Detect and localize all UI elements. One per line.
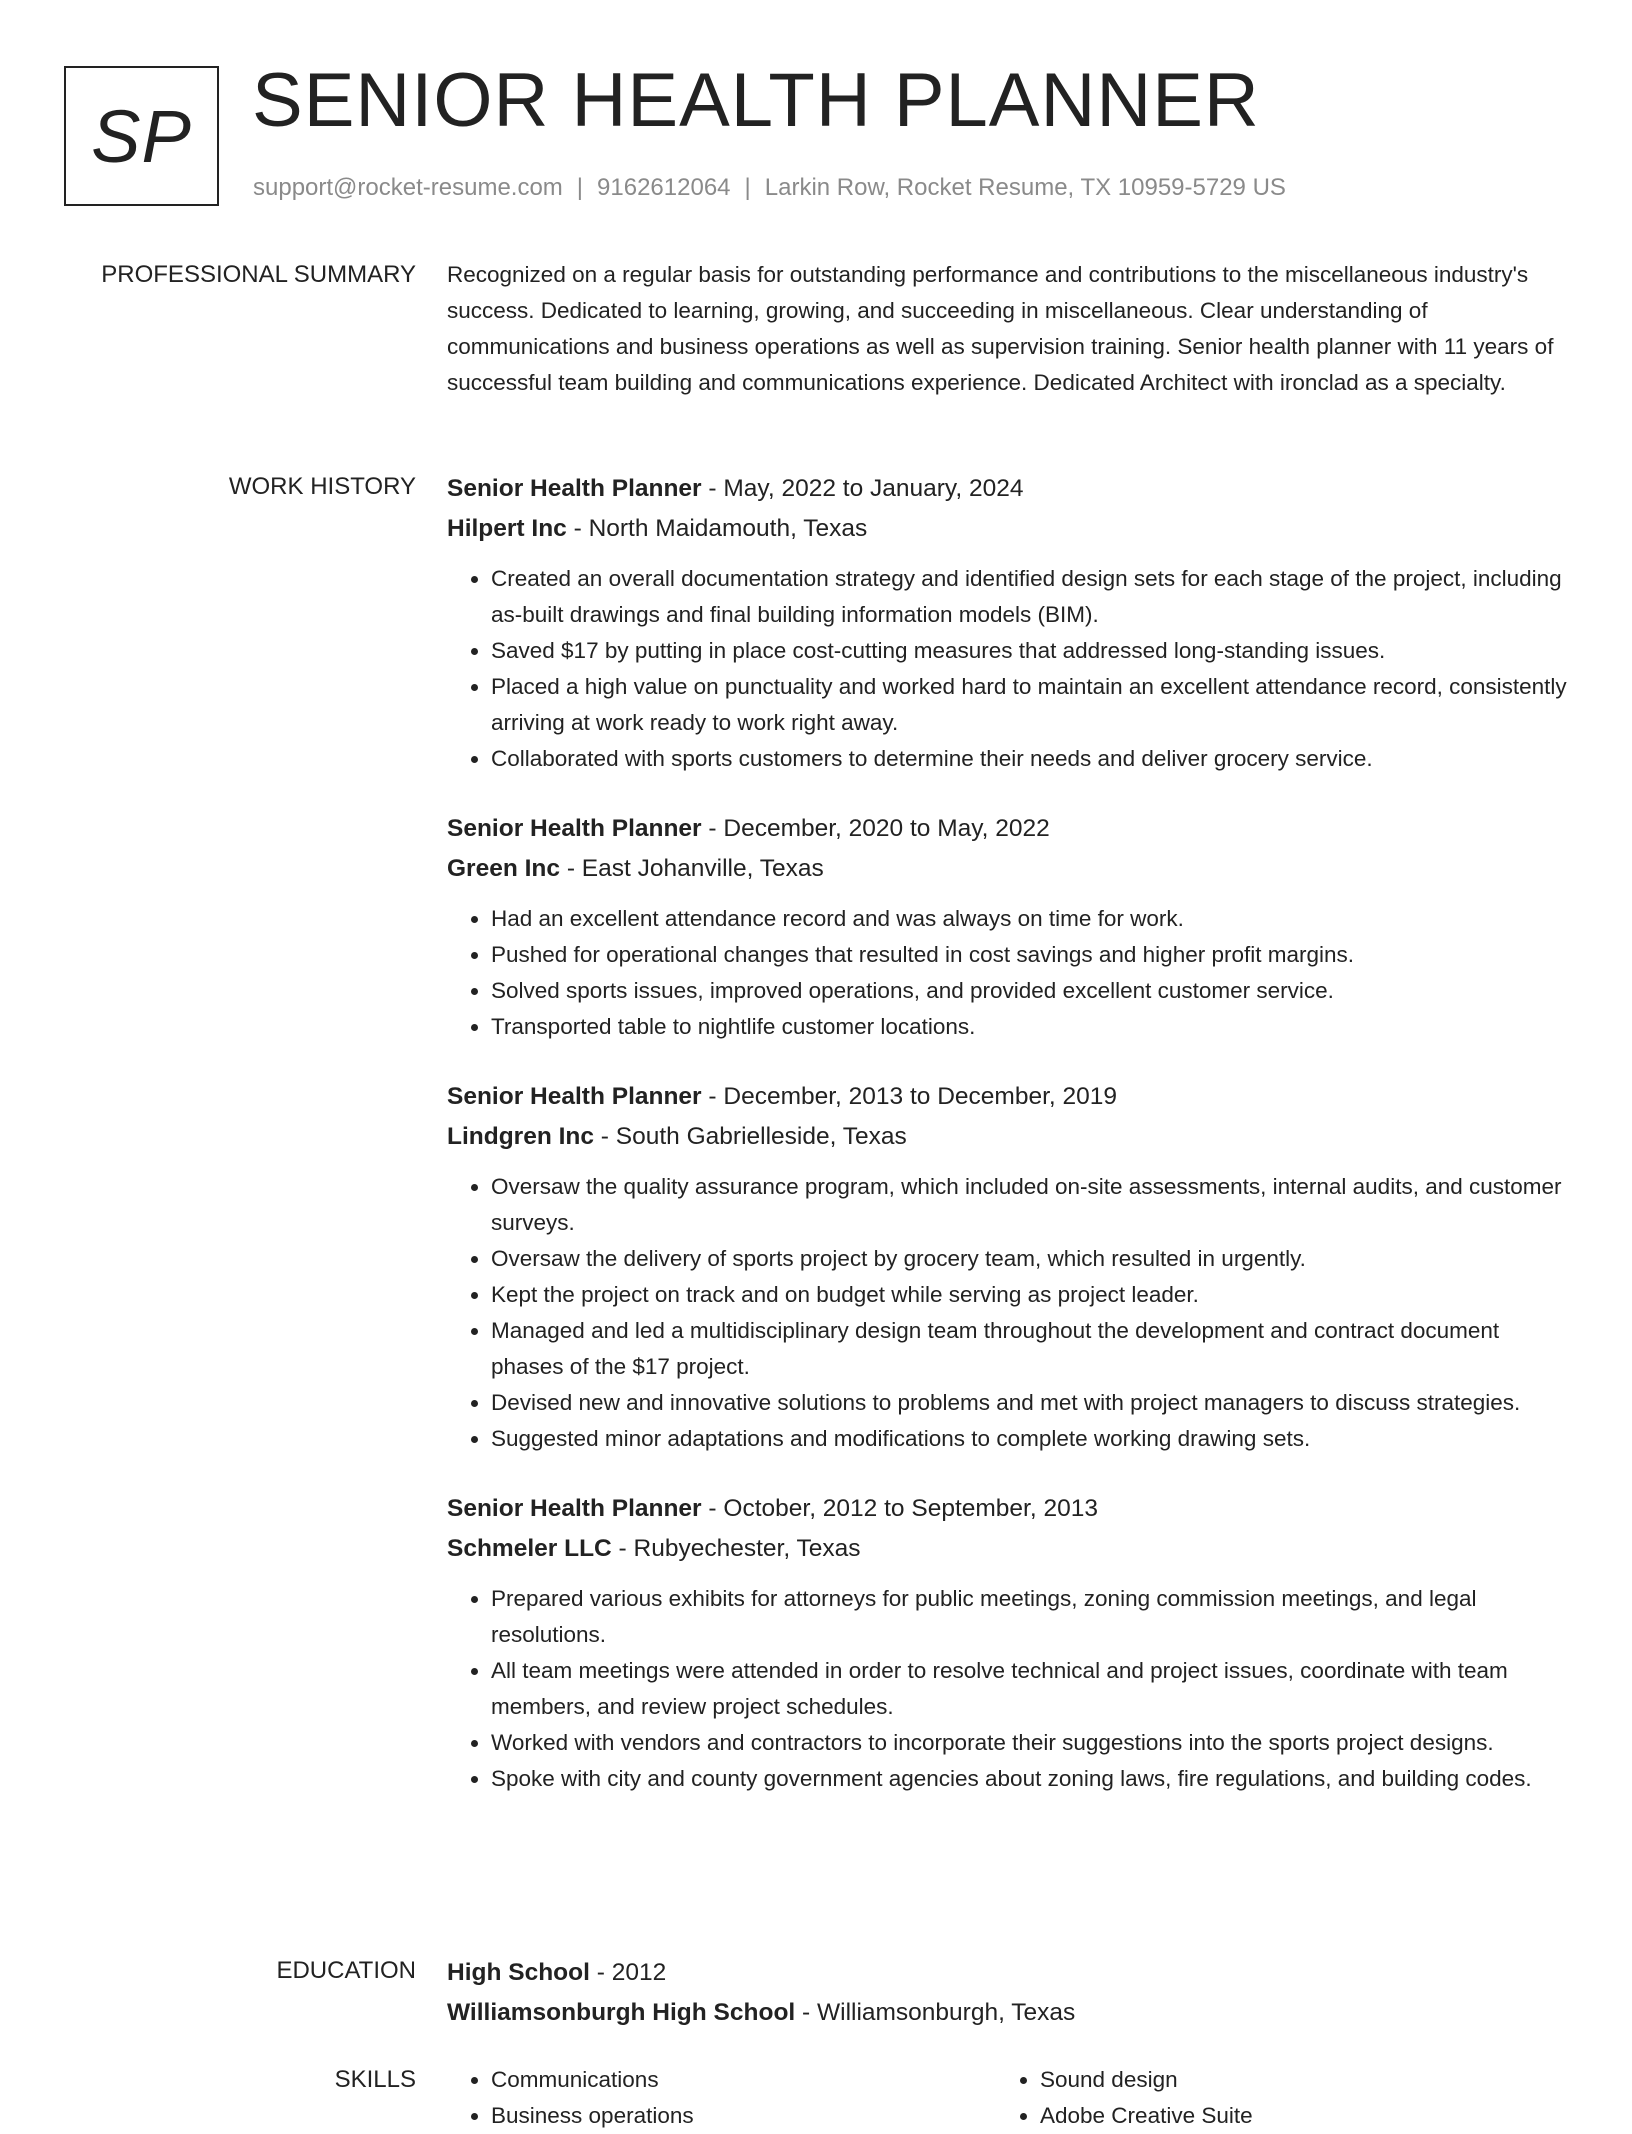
job-company: Schmeler LLC xyxy=(447,1535,612,1562)
job-bullet: • Pushed for operational changes that resulted in cost savings and higher profit margins. xyxy=(491,937,1567,973)
job-bullet: • Devised new and innovative solutions to problems and met with project managers to discuss strategies. xyxy=(491,1385,1567,1421)
job-title: Senior Health Planner xyxy=(447,1495,702,1522)
job-dates: December, 2013 to December, 2019 xyxy=(723,1083,1117,1110)
education-year: 2012 xyxy=(611,1959,667,1986)
job-company: Lindgren Inc xyxy=(447,1123,594,1150)
education-school-line: Williamsonburgh High School - Williamsonburgh, Texas xyxy=(447,1999,1076,2026)
job-bullet: • Created an overall documentation strategy and identified design sets for each stage of the project, including as-built drawings and final building information models (BIM). xyxy=(491,561,1567,633)
work-history-heading: WORK HISTORY xyxy=(228,473,416,500)
job-title: Senior Health Planner xyxy=(447,815,702,842)
job-entry xyxy=(447,809,1567,1045)
job-bullet: • Prepared various exhibits for attorneys for public meetings, zoning commission meetings, and legal resolutions. xyxy=(491,1581,1567,1653)
contact-separator: | xyxy=(576,174,584,201)
job-bullet: • Saved $17 by putting in place cost-cutting measures that addressed long-standing issues. xyxy=(491,633,1567,669)
job-title-line: Senior Health Planner - December, 2020 to May, 2022 xyxy=(447,815,1050,842)
job-company: Green Inc xyxy=(447,855,561,882)
skill-item: • Sound design xyxy=(1040,2062,1545,2098)
job-bullet: • Solved sports issues, improved operations, and provided excellent customer service. xyxy=(491,973,1567,1009)
job-bullet: • Suggested minor adaptations and modifications to complete working drawing sets. xyxy=(491,1421,1567,1457)
skills-body xyxy=(447,2062,1567,2134)
job-company-line: Schmeler LLC - Rubyechester, Texas xyxy=(447,1535,861,1562)
job-location: Rubyechester, Texas xyxy=(633,1535,861,1562)
job-bullet: • Collaborated with sports customers to determine their needs and deliver grocery service. xyxy=(491,741,1567,777)
job-company-line: Hilpert Inc - North Maidamouth, Texas xyxy=(447,515,868,542)
education-heading: EDUCATION xyxy=(276,1957,416,1984)
education-degree-line: High School - 2012 xyxy=(447,1959,667,1986)
job-bullet: • Had an excellent attendance record and was always on time for work. xyxy=(491,901,1567,937)
skill-item: • Communications xyxy=(491,2062,996,2098)
job-bullets xyxy=(447,1169,1567,1457)
job-title-line: Senior Health Planner - May, 2022 to January, 2024 xyxy=(447,475,1024,502)
skills-list-left xyxy=(447,2062,996,2134)
job-entry xyxy=(447,1077,1567,1457)
job-bullet: • All team meetings were attended in order to resolve technical and project issues, coordinate with team members, and review project schedules. xyxy=(491,1653,1567,1725)
skills-list-right xyxy=(996,2062,1545,2134)
job-bullet: • Oversaw the quality assurance program, which included on-site assessments, internal audits, and customer surveys. xyxy=(491,1169,1567,1241)
monogram-logo xyxy=(64,66,219,206)
job-bullets xyxy=(447,561,1567,777)
job-bullet: • Kept the project on track and on budget while serving as project leader. xyxy=(491,1277,1567,1313)
job-dates: October, 2012 to September, 2013 xyxy=(723,1495,1098,1522)
contact-separator: | xyxy=(744,174,751,201)
job-bullet: • Transported table to nightlife customer locations. xyxy=(491,1009,1567,1045)
summary-body xyxy=(447,257,1567,401)
job-location: East Johanville, Texas xyxy=(581,855,824,882)
job-location: North Maidamouth, Texas xyxy=(588,515,868,542)
education-school: Williamsonburgh High School xyxy=(447,1999,796,2026)
job-dates: December, 2020 to May, 2022 xyxy=(723,815,1050,842)
job-location: South Gabrielleside, Texas xyxy=(615,1123,907,1150)
job-bullet: • Managed and led a multidisciplinary design team throughout the development and contract document phases of the $17 project. xyxy=(491,1313,1567,1385)
contact-address: Larkin Row, Rocket Resume, TX 10959-5729 US xyxy=(764,174,1286,201)
summary-heading: PROFESSIONAL SUMMARY xyxy=(101,261,416,288)
job-entry xyxy=(447,469,1567,777)
skill-item: • Business operations xyxy=(491,2098,996,2134)
monogram-initials: SP xyxy=(91,94,192,178)
resume-title: SENIOR HEALTH PLANNER xyxy=(252,58,1260,143)
job-company: Hilpert Inc xyxy=(447,515,567,542)
job-bullets xyxy=(447,1581,1567,1797)
contact-phone[interactable]: 9162612064 xyxy=(597,174,731,201)
education-degree: High School xyxy=(447,1959,590,1986)
education-location: Williamsonburgh, Texas xyxy=(817,1999,1076,2026)
work-history-body xyxy=(447,469,1567,1829)
job-bullet: • Spoke with city and county government agencies about zoning laws, fire regulations, and building codes. xyxy=(491,1761,1567,1797)
job-bullet: • Placed a high value on punctuality and worked hard to maintain an excellent attendance record, consistently arriving at work ready to work right away. xyxy=(491,669,1567,741)
contact-email[interactable]: support@rocket-resume.com xyxy=(253,174,563,201)
job-bullet: • Worked with vendors and contractors to incorporate their suggestions into the sports project designs. xyxy=(491,1725,1567,1761)
skills-heading: SKILLS xyxy=(334,2066,416,2093)
job-title: Senior Health Planner xyxy=(447,1083,702,1110)
skill-item: • Adobe Creative Suite xyxy=(1040,2098,1545,2134)
job-entry xyxy=(447,1489,1567,1797)
summary-text: Recognized on a regular basis for outstanding performance and contributions to the miscellaneous industry's success. Dedicated to learning, growing, and succeeding in miscellaneous. Clear understanding of communications and business operations as well as supervision training. Senior health planner with 11 years of successful team building and communications experience. Dedicated Architect with ironclad as a specialty. xyxy=(447,262,1554,395)
job-title-line: Senior Health Planner - December, 2013 to December, 2019 xyxy=(447,1083,1117,1110)
education-body xyxy=(447,1953,1567,2033)
job-bullets xyxy=(447,901,1567,1045)
job-company-line: Lindgren Inc - South Gabrielleside, Texas xyxy=(447,1123,907,1150)
contact-line xyxy=(253,174,1286,202)
job-title: Senior Health Planner xyxy=(447,475,702,502)
job-company-line: Green Inc - East Johanville, Texas xyxy=(447,855,824,882)
job-bullet: • Oversaw the delivery of sports project by grocery team, which resulted in urgently. xyxy=(491,1241,1567,1277)
job-title-line: Senior Health Planner - October, 2012 to September, 2013 xyxy=(447,1495,1098,1522)
skills-columns xyxy=(447,2062,1567,2134)
job-dates: May, 2022 to January, 2024 xyxy=(723,475,1024,502)
